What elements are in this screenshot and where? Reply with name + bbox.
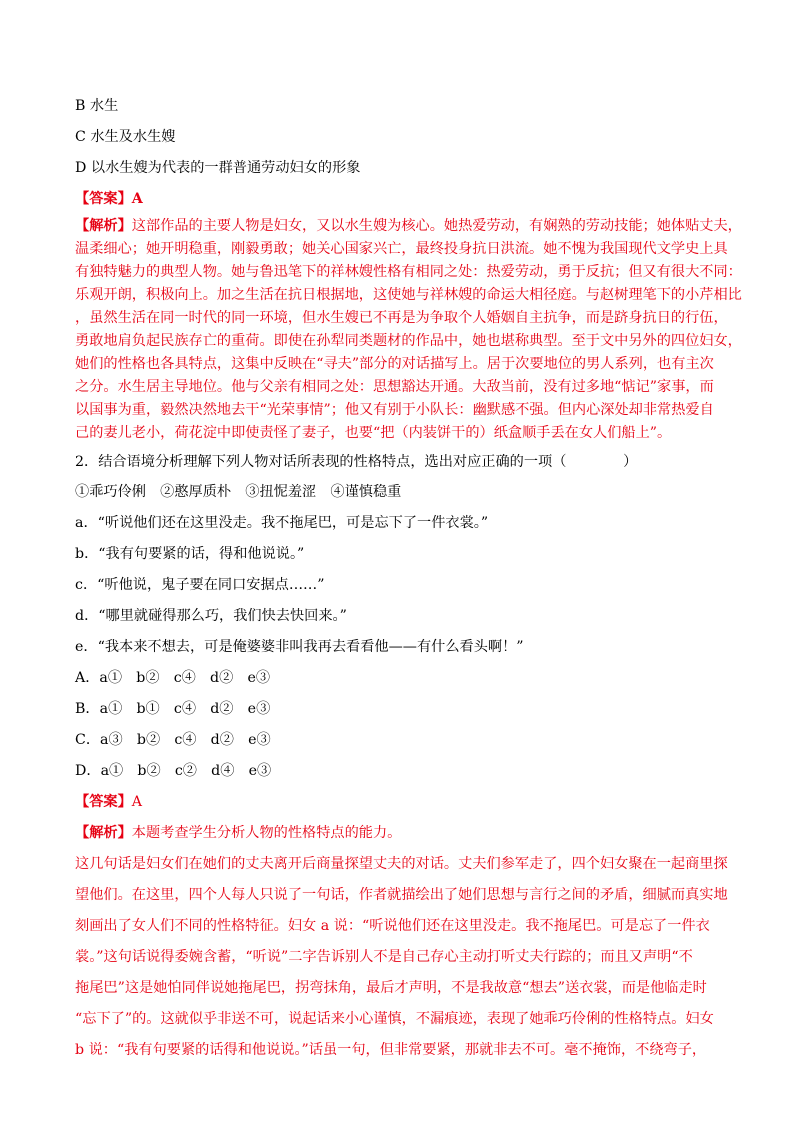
analysis-2-line: 刻画出了女人们不同的性格特征。妇女 a 说：“听说他们还在这里没走。我不拖尾巴。可是忘了一件衣 bbox=[75, 918, 710, 934]
analysis-1-line: 之分。水生居主导地位。他与父亲有相同之处：思想豁达开通。大敌当前，没有过多地“惦记”家事，而 bbox=[75, 379, 714, 395]
choice-d: D．a① b② c② d④ e③ bbox=[75, 763, 272, 779]
option-d: D 以水生嫂为代表的一群普通劳动妇女的形象 bbox=[75, 160, 361, 176]
quote-d: d．“哪里就碰得那么巧，我们快去快回来。” bbox=[75, 608, 347, 624]
analysis-1-line: 以国事为重，毅然决然地去干“光荣事情”；他又有别于小队长：幽默感不强。但内心深处却非常热爱自 bbox=[75, 402, 714, 418]
answer-2 bbox=[75, 792, 735, 812]
analysis-2-line: “忘下了”的。这就似乎非送不可，说起话来小心谨慎，不漏痕迹，表现了她乖巧伶俐的性格特点。妇女 bbox=[75, 1011, 714, 1027]
choice-a: A．a① b② c④ d② e③ bbox=[75, 670, 271, 686]
answer-value: A bbox=[131, 794, 143, 810]
quote-e: e．“我本来不想去，可是俺婆婆非叫我再去看看他——有什么看头啊！” bbox=[75, 639, 524, 655]
answer-1 bbox=[75, 189, 735, 209]
quote-b: b．“我有句要紧的话，得和他说说。” bbox=[75, 546, 305, 562]
choice-c: C．a③ b② c④ d② e③ bbox=[75, 732, 271, 748]
question-2-stem: 2．结合语境分析理解下列人物对话所表现的性格特点，选出对应正确的一项（ ） bbox=[75, 454, 638, 470]
quote-a: a．“听说他们还在这里没走。我不拖尾巴，可是忘下了一件衣裳。” bbox=[75, 515, 489, 531]
analysis-1-line: 乐观开朗，积极向上。加之生活在抗日根据地，这使她与祥林嫂的命运大相径庭。与赵树理笔下的小芹相比 bbox=[75, 287, 742, 303]
analysis-2-intro: 【解析】本题考查学生分析人物的性格特点的能力。 bbox=[75, 825, 402, 841]
analysis-2-line: 望他们。在这里，四个人每人只说了一句话，作者就描绘出了她们思想与言行之间的矛盾，细腻而真实地 bbox=[75, 887, 728, 903]
choice-b: B．a① b① c④ d② e③ bbox=[75, 701, 271, 717]
analysis-2-line: 拖尾巴”这是她怕同伴说她拖尾巴，拐弯抹角，最后才声明，不是我故意“想去”送衣裳，而是他临走时 bbox=[75, 980, 707, 996]
analysis-2-line: b 说：“我有句要紧的话得和他说说。”话虽一句，但非常要紧，那就非去不可。毫不掩饰，不绕弯子， bbox=[75, 1042, 707, 1058]
analysis-2-line: 这几句话是妇女们在她们的丈夫离开后商量探望丈夫的对话。丈夫们参军走了，四个妇女聚在一起商里探 bbox=[75, 856, 728, 872]
option-b: B 水生 bbox=[75, 98, 119, 114]
analysis-2-line: 裳。”这句话说得委婉含蓄，“听说”二字告诉别人不是自己存心主动打听丈夫行踪的；而且又声明“不 bbox=[75, 949, 693, 965]
option-c: C 水生及水生嫂 bbox=[75, 129, 176, 145]
analysis-tag: 【解析】 bbox=[75, 218, 132, 234]
analysis-1-line: 己的妻儿老小，荷花淀中即使责怪了妻子，也要“把（内装饼干的）纸盒顺手丢在女人们船上”。 bbox=[75, 425, 672, 441]
answer-tag: 【答案】 bbox=[75, 794, 132, 810]
analysis-1-line: 她们的性格也各具特点，这集中反映在“寻夫”部分的对话描写上。居于次要地位的男人系列，也有主次 bbox=[75, 356, 714, 372]
trait-list: ①乖巧伶俐 ②憨厚质朴 ③扭怩羞涩 ④谨慎稳重 bbox=[75, 484, 402, 500]
analysis-1-line: 【解析】这部作品的主要人物是妇女，又以水生嫂为核心。她热爱劳动，有娴熟的劳动技能；她体贴丈夫， bbox=[75, 218, 742, 234]
analysis-1-line: 有独特魅力的典型人物。她与鲁迅笔下的祥林嫂性格有相同之处：热爱劳动，勇于反抗；但又有很大不同： bbox=[75, 264, 742, 280]
analysis-1-line: 温柔细心；她开明稳重，刚毅勇敢；她关心国家兴亡，最终投身抗日洪流。她不愧为我国现代文学史上具 bbox=[75, 241, 728, 257]
analysis-1-line: ，虽然生活在同一时代的同一环境，但水生嫂已不再是为争取个人婚姻自主抗争，而是跻身抗日的行伍， bbox=[75, 310, 728, 326]
quote-c: c．“听他说，鬼子要在同口安据点……” bbox=[75, 577, 325, 593]
answer-value: A bbox=[131, 191, 143, 207]
answer-tag: 【答案】 bbox=[75, 191, 132, 207]
analysis-tag: 【解析】 bbox=[75, 825, 132, 841]
analysis-1-line: 勇敢地肩负起民族存亡的重荷。即使在孙犁同类题材的作品中，她也堪称典型。至于文中另外的四位妇女， bbox=[75, 333, 742, 349]
